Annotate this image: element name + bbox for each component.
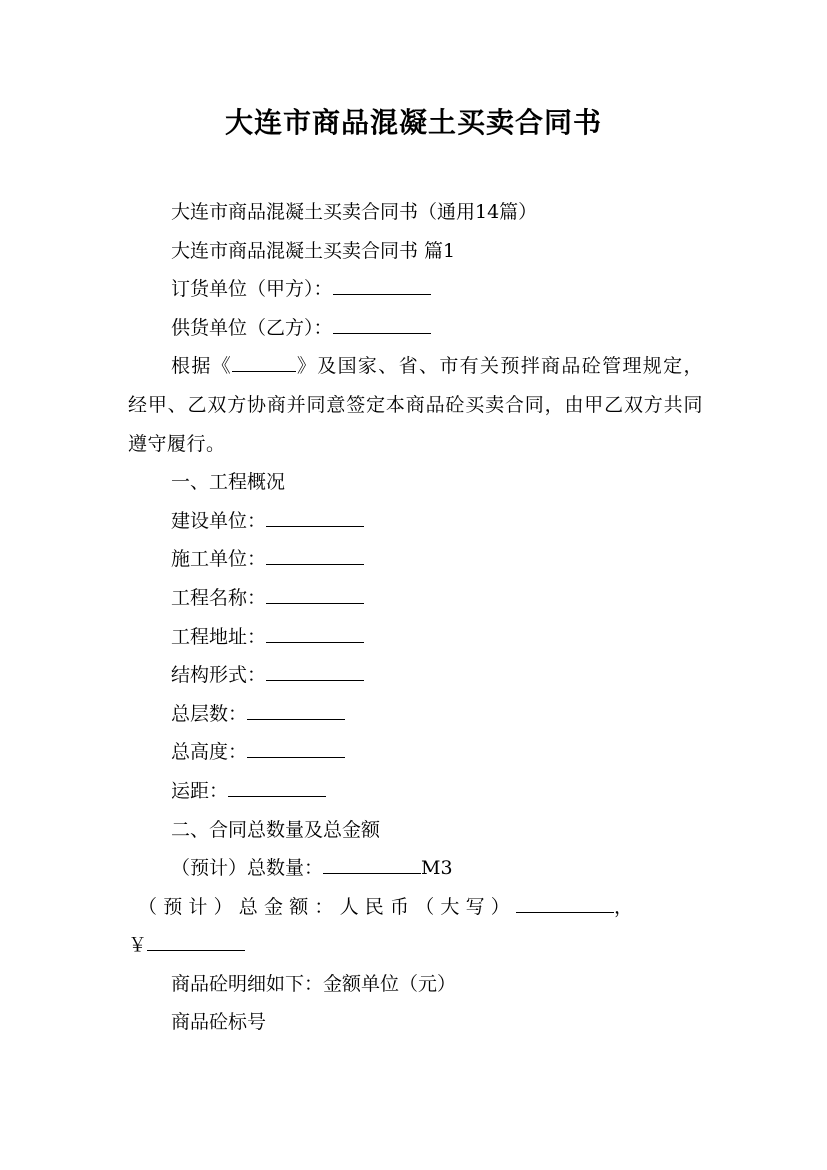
seller-blank [333, 316, 431, 334]
total-quantity-unit: M3 [421, 857, 453, 880]
preamble-start: 根据《 [171, 355, 233, 378]
preamble-rest: 》及国家、省、市有关预拌商品砼管理规定，经甲、乙双方协商并同意签定本商品砼买卖合同，由甲乙双方共同遵守履行。 [128, 355, 703, 455]
total-quantity-line [128, 849, 703, 888]
total-floors-blank [247, 702, 345, 720]
distance-label: 运距： [171, 779, 229, 802]
project-address-label: 工程地址： [171, 625, 267, 648]
yen-line [128, 926, 703, 965]
preamble-paragraph [128, 347, 703, 463]
distance-line [128, 772, 703, 811]
project-name-label: 工程名称： [171, 586, 267, 609]
structure-type-line [128, 656, 703, 695]
yen-blank [147, 933, 245, 951]
grade-line: 商品砼标号 [171, 1011, 267, 1034]
project-address-blank [266, 624, 364, 642]
builder-unit-blank [266, 547, 364, 565]
intro-line: 大连市商品混凝土买卖合同书（通用14篇） [171, 201, 538, 223]
total-quantity-blank [323, 856, 421, 874]
construction-unit-label: 建设单位： [171, 509, 267, 532]
project-name-blank [266, 586, 364, 604]
project-address-line [128, 618, 703, 657]
buyer-line [128, 270, 703, 309]
total-floors-label: 总层数： [171, 702, 248, 725]
total-quantity-label: （预计）总数量： [171, 857, 324, 880]
detail-line: 商品砼明细如下：金额单位（元） [171, 972, 457, 995]
law-name-blank [232, 354, 296, 372]
total-amount-line [128, 888, 703, 927]
buyer-label: 订货单位（甲方）： [171, 278, 333, 301]
document-body [128, 193, 703, 1042]
section1-heading: 一、工程概况 [171, 471, 286, 494]
total-height-label: 总高度： [171, 741, 248, 764]
distance-blank [228, 779, 326, 797]
yen-symbol: ￥ [128, 934, 148, 957]
builder-unit-label: 施工单位： [171, 548, 267, 571]
total-amount-label: （预计）总金额：人民币（大写） [138, 895, 517, 918]
builder-unit-line [128, 540, 703, 579]
total-amount-comma: ， [614, 895, 640, 918]
seller-label: 供货单位（乙方）： [171, 316, 333, 339]
section2-heading: 二、合同总数量及总金额 [171, 818, 381, 841]
project-name-line [128, 579, 703, 618]
total-height-line [128, 733, 703, 772]
construction-unit-line [128, 502, 703, 541]
buyer-blank [333, 277, 431, 295]
total-height-blank [247, 740, 345, 758]
document-title: 大连市商品混凝土买卖合同书 [224, 106, 602, 139]
structure-type-label: 结构形式： [171, 664, 267, 687]
construction-unit-blank [266, 509, 364, 527]
structure-type-blank [266, 663, 364, 681]
chapter-line: 大连市商品混凝土买卖合同书 篇1 [171, 239, 456, 262]
seller-line [128, 309, 703, 348]
total-floors-line [128, 695, 703, 734]
total-amount-blank [516, 895, 614, 913]
